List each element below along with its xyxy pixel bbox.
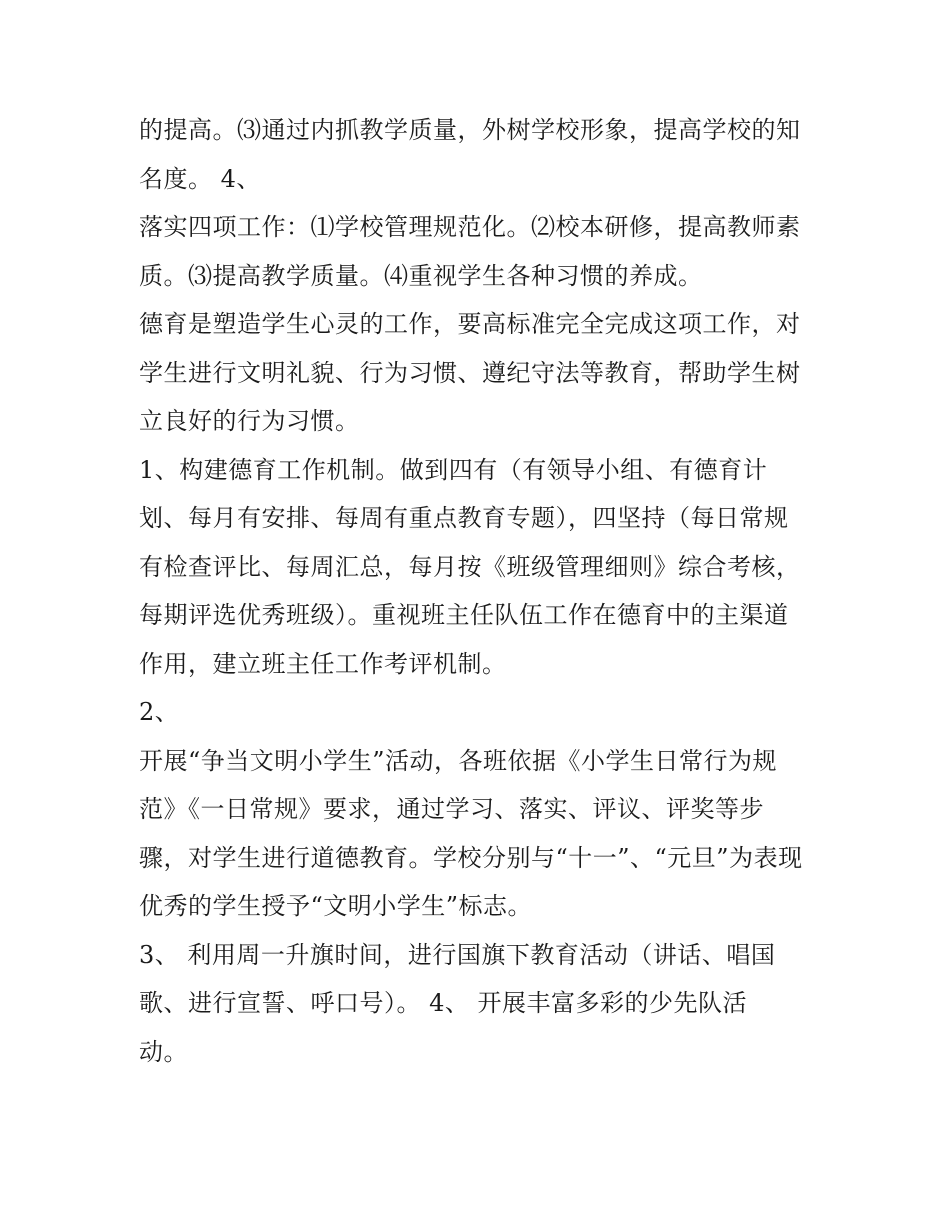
text-line: 德育是塑造学生心灵的工作，要高标准完全完成这项工作，对 [139,310,801,338]
text-line: 动。 [139,1037,188,1066]
text-line: 3、 利用周一升旗时间，进行国旗下教育活动（讲话、唱国 [139,940,776,969]
text-line: 优秀的学生授予“文明小学生”标志。 [139,892,533,920]
text-line: 落实四项工作：⑴学校管理规范化。⑵校本研修，提高教师素 [139,213,801,241]
text-line: 作用，建立班主任工作考评机制。 [139,649,507,678]
text-line: 划、每月有安排、每周有重点教育专题），四坚持（每日常规 [139,504,789,532]
text-line: 质。⑶提高教学质量。⑷重视学生各种习惯的养成。 [139,261,703,290]
text-line: 歌、进行宣誓、呼口号）。 4、 开展丰富多彩的少先队活 [139,989,748,1017]
text-line: 范》《一日常规》要求，通过学习、落实、评议、评奖等步 [139,795,764,823]
text-line: 名度。 4、 [139,164,261,193]
text-line: 开展“争当文明小学生”活动，各班依据《小学生日常行为规 [139,746,778,775]
text-line: 有检查评比、每周汇总，每月按《班级管理细则》综合考核， [139,552,801,581]
text-line: 1、构建德育工作机制。做到四有（有领导小组、有德育计 [139,455,768,484]
text-line: 立良好的行为习惯。 [139,407,360,435]
document-body [139,106,819,1076]
text-line: 骤，对学生进行道德教育。学校分别与“十一”、“元旦”为表现 [139,843,803,872]
text-line: 2、 [139,698,180,726]
text-line: 的提高。⑶通过内抓教学质量，外树学校形象，提高学校的知 [139,116,801,144]
text-line: 学生进行文明礼貌、行为习惯、遵纪守法等教育，帮助学生树 [139,358,801,387]
text-line: 每期评选优秀班级）。重视班主任队伍工作在德育中的主渠道 [139,601,789,629]
